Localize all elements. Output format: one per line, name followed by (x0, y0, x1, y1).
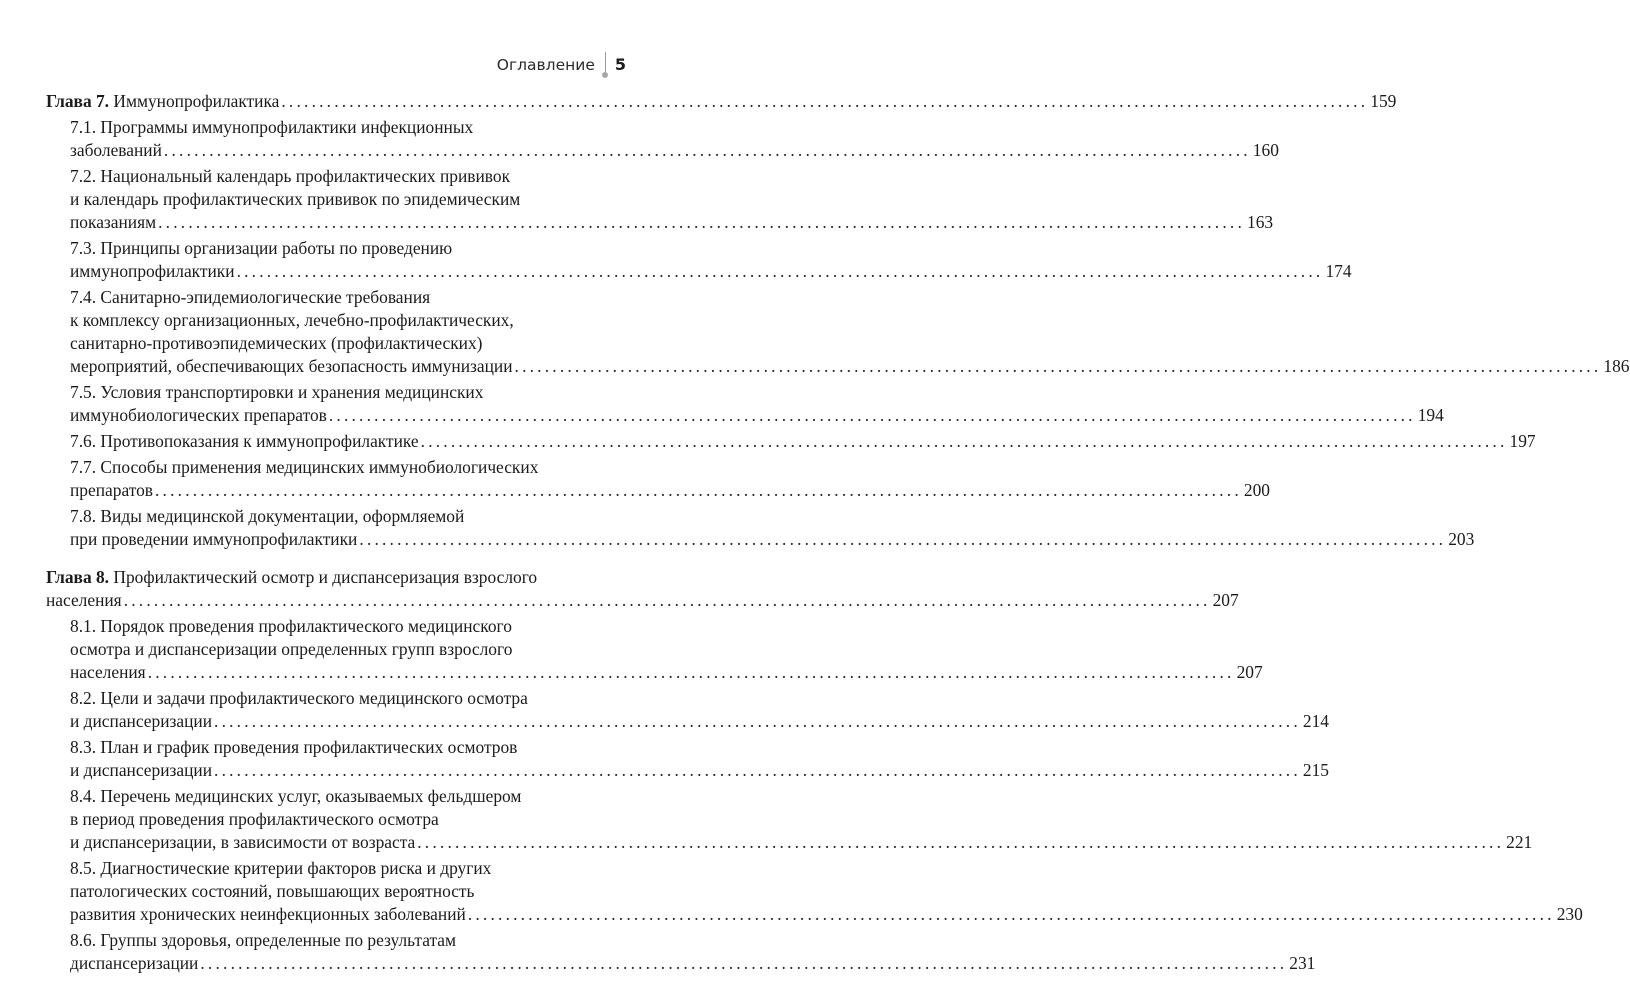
page-ref: 163 (1247, 212, 1274, 232)
dot-leader: ................................................................................................................................................ (359, 529, 1447, 549)
toc-line: и календарь профилактических прививок по эпидемическим (70, 189, 521, 209)
toc-line: при проведении иммунопрофилактики ................................................................................................................................................ 203 (70, 529, 1475, 549)
toc-line: населения ................................................................................................................................................ 207 (70, 662, 1263, 682)
toc-line: препаратов ................................................................................................................................................ 200 (70, 480, 1270, 500)
toc-line: 8.3. План и график проведения профилактических осмотров (70, 737, 518, 757)
page-number: 5 (614, 55, 626, 74)
toc-line: иммунобиологических препаратов ................................................................................................................................................ 194 (70, 405, 1444, 425)
toc-line: санитарно-противоэпидемических (профилактических) (70, 333, 483, 353)
page-ref: 203 (1448, 529, 1475, 549)
dot-leader: ................................................................................................................................................ (328, 405, 1416, 425)
toc-section-7-2[interactable] (70, 165, 1274, 234)
toc-line (46, 566, 632, 589)
dot-leader: ................................................................................................................................................ (155, 480, 1242, 500)
toc-line: населения ................................................................................................................................................ 207 (46, 590, 1239, 610)
toc-line: к комплексу организационных, лечебно-профилактических, (70, 310, 514, 330)
toc-line: 7.5. Условия транспортировки и хранения медицинских (70, 382, 484, 402)
page-ref: 230 (1556, 904, 1583, 924)
dot-leader: ................................................................................................................................................ (420, 431, 1508, 451)
running-title: Оглавление (496, 56, 595, 74)
toc-line: мероприятий, обеспечивающих безопасность иммунизации ................................................................................................................................................ 186 (70, 356, 1630, 376)
page-ref: 207 (1212, 590, 1239, 610)
page-ref: 194 (1417, 405, 1444, 425)
toc-section-7-7[interactable] (70, 456, 1270, 502)
toc-section-8-6[interactable] (70, 929, 1316, 975)
page-ref: 214 (1302, 711, 1329, 731)
toc-line: 8.5. Диагностические критерии факторов риска и других (70, 858, 492, 878)
dot-leader: ................................................................................................................................................ (417, 832, 1505, 852)
toc-line (46, 90, 1397, 113)
chapter-title: Профилактический осмотр и диспансеризация взрослого (113, 567, 538, 587)
page-ref: 186 (1603, 356, 1630, 376)
toc-line: патологических состояний, повышающих вероятность (70, 881, 475, 901)
page-ref: 197 (1509, 431, 1536, 451)
dot-leader: ................................................................................................................................................ (214, 711, 1301, 731)
toc-line: заболеваний ................................................................................................................................................ 160 (70, 140, 1279, 160)
toc-section-7-8[interactable] (70, 505, 1475, 551)
page-ref: 231 (1289, 953, 1316, 973)
toc-line: 8.1. Порядок проведения профилактического медицинского (70, 616, 512, 636)
toc-line: иммунопрофилактики ................................................................................................................................................ 174 (70, 261, 1352, 281)
dot-leader: ................................................................................................................................................ (236, 261, 1324, 281)
dot-leader: ................................................................................................................................................ (163, 140, 1251, 160)
table-of-contents (46, 90, 1630, 978)
dot-leader: ................................................................................................................................................ (200, 953, 1288, 973)
header-divider (605, 52, 606, 74)
toc-line: и диспансеризации ................................................................................................................................................ 215 (70, 760, 1329, 780)
toc-section-8-1[interactable] (70, 615, 1263, 684)
toc-line: осмотра и диспансеризации определенных групп взрослого (70, 639, 513, 659)
toc-section-8-4[interactable] (70, 785, 1533, 854)
toc-section-7-4[interactable] (70, 286, 1630, 378)
toc-line: и диспансеризации ................................................................................................................................................ 214 (70, 711, 1329, 731)
dot-leader: ................................................................................................................................................ (214, 760, 1301, 780)
toc-line: 7.2. Национальный календарь профилактических прививок (70, 166, 511, 186)
page-ref: 174 (1325, 261, 1352, 281)
toc-line: показаниям ................................................................................................................................................ 163 (70, 212, 1274, 232)
dot-leader: ................................................................................................................................................ (147, 662, 1235, 682)
dot-leader: ................................................................................................................................................ (467, 904, 1555, 924)
page-ref: 221 (1506, 832, 1533, 852)
toc-section-7-3[interactable] (70, 237, 1352, 283)
toc-line: 8.2. Цели и задачи профилактического медицинского осмотра (70, 688, 528, 708)
page-ref: 200 (1243, 480, 1270, 500)
toc-line: 7.7. Способы применения медицинских иммунобиологических (70, 457, 539, 477)
page-ref: 160 (1252, 140, 1279, 160)
toc-line: в период проведения профилактического осмотра (70, 809, 439, 829)
toc-line: 7.1. Программы иммунопрофилактики инфекционных (70, 117, 474, 137)
page-ref: 207 (1236, 662, 1263, 682)
toc-line: 7.6. Противопоказания к иммунопрофилактике ................................................................................................................................................ 197 (70, 431, 1536, 451)
toc-line: 7.3. Принципы организации работы по проведению (70, 238, 453, 258)
toc-section-8-5[interactable] (70, 857, 1583, 926)
dot-leader: ................................................................................................................................................ (123, 590, 1211, 610)
chapter-label: Глава 7. (46, 91, 110, 111)
running-header (497, 52, 626, 82)
chapter-title: Иммунопрофилактика (113, 91, 280, 111)
toc-section-7-1[interactable] (70, 116, 1279, 162)
toc-line: развития хронических неинфекционных заболеваний ................................................................................................................................................ 230 (70, 904, 1583, 924)
dot-leader: ................................................................................................................................................ (158, 212, 1245, 232)
toc-line: 7.8. Виды медицинской документации, оформляемой (70, 506, 465, 526)
toc-line: 7.4. Санитарно-эпидемиологические требования (70, 287, 431, 307)
toc-section-7-6[interactable] (70, 430, 1536, 453)
toc-line: диспансеризации ................................................................................................................................................ 231 (70, 953, 1316, 973)
dot-leader: ................................................................................................................................................ (281, 91, 1369, 111)
toc-chapter-7[interactable] (46, 90, 1397, 113)
toc-section-7-5[interactable] (70, 381, 1444, 427)
toc-line: 8.6. Группы здоровья, определенные по результатам (70, 930, 457, 950)
dot-leader: ................................................................................................................................................ (514, 356, 1602, 376)
page-ref: 159 (1370, 91, 1397, 111)
toc-section-8-3[interactable] (70, 736, 1329, 782)
toc-line: 8.4. Перечень медицинских услуг, оказываемых фельдшером (70, 786, 522, 806)
toc-chapter-8[interactable] (46, 566, 1239, 612)
toc-line: и диспансеризации, в зависимости от возраста ................................................................................................................................................ 221 (70, 832, 1533, 852)
header-dot-ornament (602, 72, 608, 78)
chapter-label: Глава 8. (46, 567, 110, 587)
toc-section-8-2[interactable] (70, 687, 1329, 733)
page-ref: 215 (1302, 760, 1329, 780)
